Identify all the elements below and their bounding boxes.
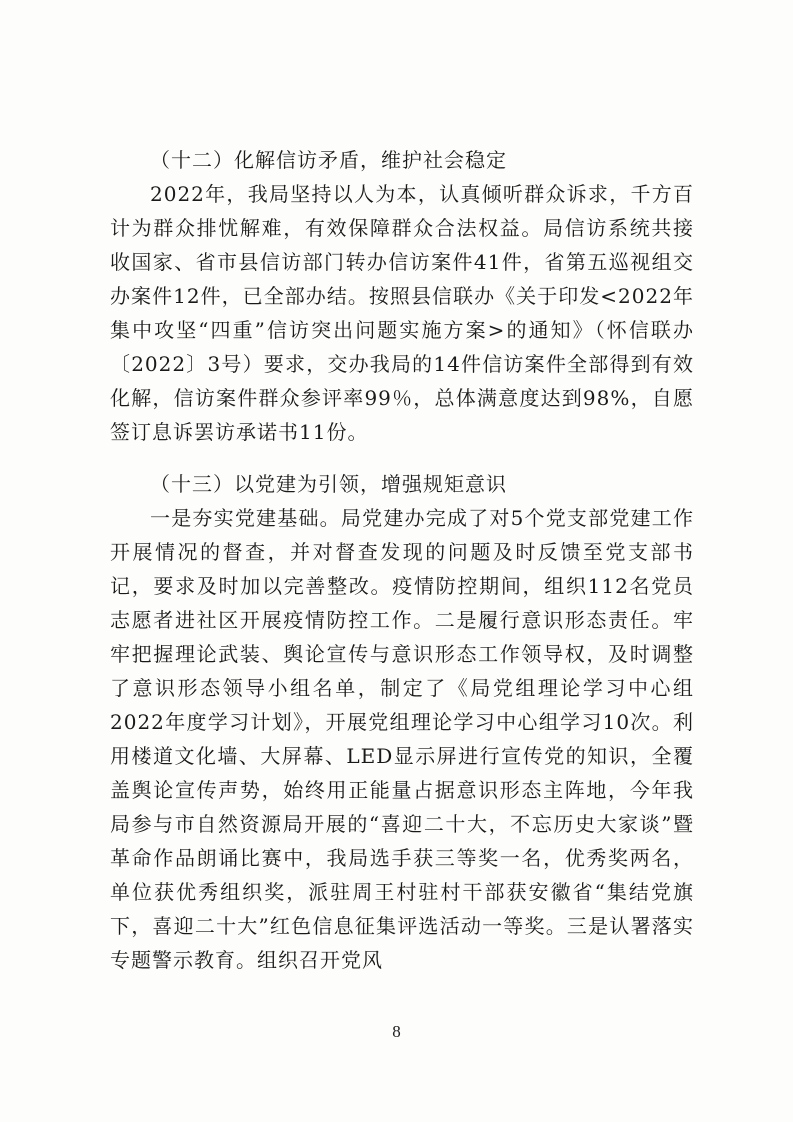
page-number: 8 (392, 1022, 401, 1041)
section-gap (110, 449, 694, 467)
document-body (110, 143, 694, 977)
section-13-heading: （十三）以党建为引领，增强规矩意识 (150, 472, 507, 496)
section-12-heading: （十二）化解信访矛盾，维护社会稳定 (150, 148, 507, 172)
section-13-paragraph: 一是夯实党建基础。局党建办完成了对5个党支部党建工作开展情况的督查，并对督查发现的问题及时反馈至党支部书记，要求及时加以完善整改。疫情防控期间，组织112名党员志愿者进社区开展疫情防控工作。二是履行意识形态责任。牢牢把握理论武装、舆论宣传与意识形态工作领导权，及时调整了意识形态领导小组名单，制定了《局党组理论学习中心组2022年度学习计划》，开展党组理论学习中心组学习10次。利用楼道文化墙、大屏幕、LED显示屏进行宣传党的知识，全覆盖舆论宣传声势，始终用正能量占据意识形态主阵地，今年我局参与市自然资源局开展的“喜迎二十大，不忘历史大家谈”暨革命作品朗诵比赛中，我局选手获三等奖一名，优秀奖两名，单位获优秀组织奖，派驻周王村驻村干部获安徽省“集结党旗下，喜迎二十大”红色信息征集评选活动一等奖。三是认署落实专题警示教育。组织召开党风 (110, 506, 694, 972)
section-12-paragraph: 2022年，我局坚持以人为本，认真倾听群众诉求，千方百计为群众排忧解难，有效保障群众合法权益。局信访系统共接收国家、省市县信访部门转办信访案件41件，省第五巡视组交办案件12件，已全部办结。按照县信联办《关于印发<2022年集中攻坚“四重”信访突出问题实施方案>的通知》（怀信联办〔2022〕3号）要求，交办我局的14件信访案件全部得到有效化解，信访案件群众参评率99％，总体满意度达到98%，自愿签订息诉罢访承诺书11份。 (110, 182, 694, 444)
